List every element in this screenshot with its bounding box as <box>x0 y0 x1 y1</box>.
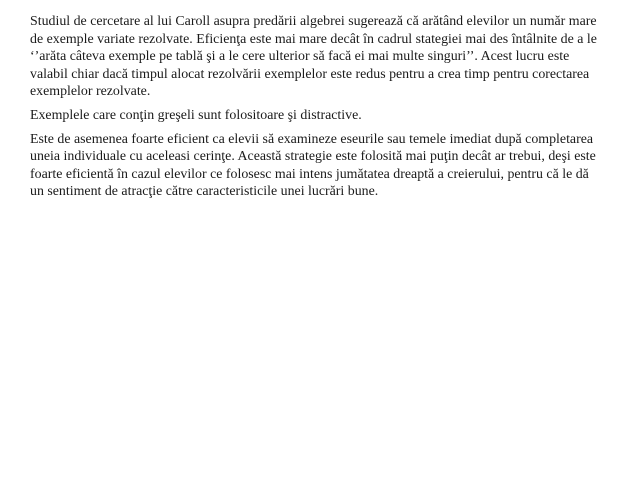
paragraph-essay-examination: Este de asemenea foarte eficient ca elevii să examineze eseurile sau temele imediat după completarea uneia individuale cu aceleasi cerinţe. Această strategie este folosită mai puţin decât ar trebui, deşi este foarte eficientă în cazul elevilor ce folosesc mai intens jumătatea dreaptă a creierului, pentru că le dă un sentiment de atracţie către caracteristicile unei lucrări bune. <box>30 131 596 200</box>
document-body <box>30 13 615 207</box>
paragraph-error-examples: Exemplele care conţin greşeli sunt folositoare şi distractive. <box>30 107 362 123</box>
paragraph-carroll-study: Studiul de cercetare al lui Caroll asupra predării algebrei sugerează că arătând elevilor un număr mare de exemple variate rezolvate. Eficienţa este mai mare decât în cadrul stategiei mai des întâlnite de a le ‘’arăta câteva exemple pe tablă şi a le cere ulterior să facă ei mai multe singuri’’. Acest lucru este valabil chiar dacă timpul alocat rezolvării exemplelor este redus pentru a crea timp pentru corectarea exemplelor rezolvate. <box>30 14 597 100</box>
